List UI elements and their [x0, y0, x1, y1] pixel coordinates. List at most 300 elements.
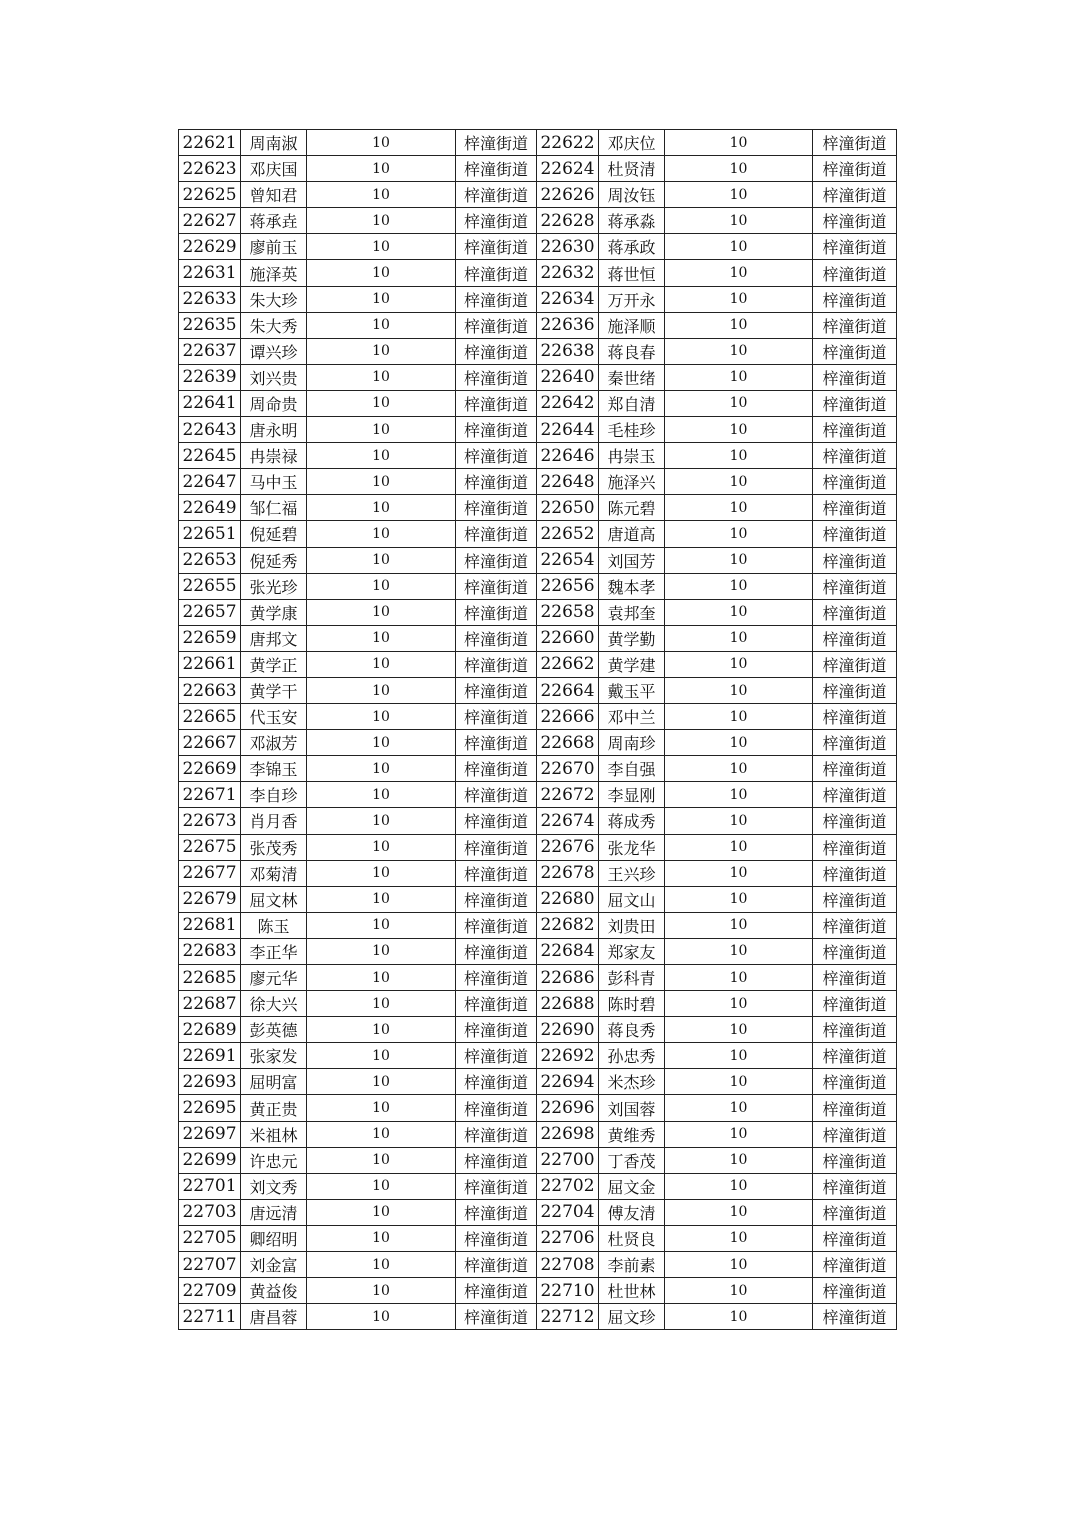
record-id-cell: 22645: [179, 443, 241, 469]
street-name-cell: 梓潼街道: [813, 965, 897, 991]
amount-cell: 10: [665, 260, 813, 286]
street-name-cell: 梓潼街道: [813, 1147, 897, 1173]
table-row: [179, 417, 897, 443]
record-id-cell: 22637: [179, 338, 241, 364]
record-id-cell: 22681: [179, 912, 241, 938]
person-name-cell: 刘国蓉: [599, 1095, 665, 1121]
person-name-cell: 蒋世恒: [599, 260, 665, 286]
record-id-cell: 22623: [179, 156, 241, 182]
table-row: [179, 1304, 897, 1330]
record-id-cell: 22628: [537, 208, 599, 234]
person-name-cell: 周南珍: [599, 730, 665, 756]
street-name-cell: 梓潼街道: [456, 1225, 537, 1251]
table-row: [179, 182, 897, 208]
street-name-cell: 梓潼街道: [456, 234, 537, 260]
person-name-cell: 彭英德: [241, 1017, 307, 1043]
person-name-cell: 施泽英: [241, 260, 307, 286]
person-name-cell: 徐大兴: [241, 991, 307, 1017]
person-name-cell: 张龙华: [599, 834, 665, 860]
person-name-cell: 邓庆位: [599, 130, 665, 156]
street-name-cell: 梓潼街道: [456, 390, 537, 416]
amount-cell: 10: [665, 573, 813, 599]
record-id-cell: 22672: [537, 782, 599, 808]
person-name-cell: 曾知君: [241, 182, 307, 208]
record-id-cell: 22633: [179, 286, 241, 312]
record-id-cell: 22648: [537, 469, 599, 495]
record-id-cell: 22688: [537, 991, 599, 1017]
amount-cell: 10: [665, 1199, 813, 1225]
street-name-cell: 梓潼街道: [456, 312, 537, 338]
amount-cell: 10: [307, 991, 456, 1017]
street-name-cell: 梓潼街道: [456, 443, 537, 469]
amount-cell: 10: [307, 599, 456, 625]
person-name-cell: 朱大秀: [241, 312, 307, 338]
table-row: [179, 991, 897, 1017]
street-name-cell: 梓潼街道: [813, 1304, 897, 1330]
street-name-cell: 梓潼街道: [456, 704, 537, 730]
person-name-cell: 蒋成秀: [599, 808, 665, 834]
person-name-cell: 万开永: [599, 286, 665, 312]
person-name-cell: 黄正贵: [241, 1095, 307, 1121]
person-name-cell: 秦世绪: [599, 364, 665, 390]
street-name-cell: 梓潼街道: [813, 625, 897, 651]
street-name-cell: 梓潼街道: [813, 1121, 897, 1147]
person-name-cell: 屈文金: [599, 1173, 665, 1199]
record-id-cell: 22624: [537, 156, 599, 182]
record-id-cell: 22638: [537, 338, 599, 364]
person-name-cell: 蒋承政: [599, 234, 665, 260]
person-name-cell: 谭兴珍: [241, 338, 307, 364]
table-row: [179, 912, 897, 938]
street-name-cell: 梓潼街道: [813, 417, 897, 443]
table-row: [179, 782, 897, 808]
street-name-cell: 梓潼街道: [456, 991, 537, 1017]
record-id-cell: 22655: [179, 573, 241, 599]
street-name-cell: 梓潼街道: [813, 886, 897, 912]
amount-cell: 10: [307, 469, 456, 495]
street-name-cell: 梓潼街道: [813, 651, 897, 677]
person-name-cell: 卿绍明: [241, 1225, 307, 1251]
amount-cell: 10: [307, 782, 456, 808]
street-name-cell: 梓潼街道: [456, 782, 537, 808]
person-name-cell: 魏本孝: [599, 573, 665, 599]
amount-cell: 10: [307, 834, 456, 860]
table-row: [179, 1147, 897, 1173]
amount-cell: 10: [665, 677, 813, 703]
record-id-cell: 22680: [537, 886, 599, 912]
street-name-cell: 梓潼街道: [456, 1121, 537, 1147]
amount-cell: 10: [307, 1225, 456, 1251]
person-name-cell: 蒋承淼: [599, 208, 665, 234]
street-name-cell: 梓潼街道: [813, 390, 897, 416]
person-name-cell: 李正华: [241, 938, 307, 964]
table-row: [179, 338, 897, 364]
person-name-cell: 邓庆国: [241, 156, 307, 182]
person-name-cell: 蒋良秀: [599, 1017, 665, 1043]
street-name-cell: 梓潼街道: [813, 547, 897, 573]
street-name-cell: 梓潼街道: [456, 886, 537, 912]
street-name-cell: 梓潼街道: [813, 182, 897, 208]
amount-cell: 10: [307, 1173, 456, 1199]
street-name-cell: 梓潼街道: [813, 599, 897, 625]
record-id-cell: 22629: [179, 234, 241, 260]
person-name-cell: 刘文秀: [241, 1173, 307, 1199]
table-row: [179, 469, 897, 495]
record-id-cell: 22650: [537, 495, 599, 521]
record-id-cell: 22682: [537, 912, 599, 938]
amount-cell: 10: [307, 886, 456, 912]
amount-cell: 10: [665, 756, 813, 782]
record-id-cell: 22675: [179, 834, 241, 860]
table-row: [179, 495, 897, 521]
table-row: [179, 1017, 897, 1043]
record-id-cell: 22671: [179, 782, 241, 808]
record-id-cell: 22700: [537, 1147, 599, 1173]
person-name-cell: 丁香茂: [599, 1147, 665, 1173]
amount-cell: 10: [665, 1095, 813, 1121]
person-name-cell: 张家发: [241, 1043, 307, 1069]
record-id-cell: 22659: [179, 625, 241, 651]
table-row: [179, 1043, 897, 1069]
street-name-cell: 梓潼街道: [813, 286, 897, 312]
amount-cell: 10: [307, 1043, 456, 1069]
amount-cell: 10: [307, 1121, 456, 1147]
table-row: [179, 704, 897, 730]
street-name-cell: 梓潼街道: [456, 495, 537, 521]
amount-cell: 10: [307, 1199, 456, 1225]
amount-cell: 10: [665, 1147, 813, 1173]
record-id-cell: 22625: [179, 182, 241, 208]
table-row: [179, 1069, 897, 1095]
street-name-cell: 梓潼街道: [813, 782, 897, 808]
record-id-cell: 22678: [537, 860, 599, 886]
person-name-cell: 倪延秀: [241, 547, 307, 573]
street-name-cell: 梓潼街道: [456, 364, 537, 390]
record-id-cell: 22683: [179, 938, 241, 964]
amount-cell: 10: [307, 573, 456, 599]
person-name-cell: 黄学勤: [599, 625, 665, 651]
person-name-cell: 孙忠秀: [599, 1043, 665, 1069]
record-id-cell: 22712: [537, 1304, 599, 1330]
street-name-cell: 梓潼街道: [456, 1278, 537, 1304]
person-name-cell: 戴玉平: [599, 677, 665, 703]
amount-cell: 10: [665, 1173, 813, 1199]
amount-cell: 10: [307, 260, 456, 286]
amount-cell: 10: [307, 965, 456, 991]
person-name-cell: 周命贵: [241, 390, 307, 416]
record-id-cell: 22636: [537, 312, 599, 338]
record-id-cell: 22661: [179, 651, 241, 677]
amount-cell: 10: [307, 938, 456, 964]
table-row: [179, 208, 897, 234]
amount-cell: 10: [665, 469, 813, 495]
person-name-cell: 杜世林: [599, 1278, 665, 1304]
amount-cell: 10: [307, 364, 456, 390]
table-row: [179, 599, 897, 625]
record-id-cell: 22662: [537, 651, 599, 677]
person-name-cell: 邓淑芳: [241, 730, 307, 756]
street-name-cell: 梓潼街道: [813, 208, 897, 234]
street-name-cell: 梓潼街道: [813, 860, 897, 886]
amount-cell: 10: [665, 1069, 813, 1095]
amount-cell: 10: [307, 547, 456, 573]
person-name-cell: 李前素: [599, 1252, 665, 1278]
amount-cell: 10: [307, 1069, 456, 1095]
record-id-cell: 22640: [537, 364, 599, 390]
person-name-cell: 周汝钰: [599, 182, 665, 208]
table-row: [179, 1225, 897, 1251]
record-id-cell: 22705: [179, 1225, 241, 1251]
table-row: [179, 1252, 897, 1278]
amount-cell: 10: [307, 808, 456, 834]
person-name-cell: 刘兴贵: [241, 364, 307, 390]
amount-cell: 10: [665, 599, 813, 625]
record-id-cell: 22626: [537, 182, 599, 208]
record-id-cell: 22694: [537, 1069, 599, 1095]
record-id-cell: 22696: [537, 1095, 599, 1121]
record-id-cell: 22689: [179, 1017, 241, 1043]
amount-cell: 10: [665, 390, 813, 416]
street-name-cell: 梓潼街道: [813, 1252, 897, 1278]
record-id-cell: 22670: [537, 756, 599, 782]
person-name-cell: 李自强: [599, 756, 665, 782]
amount-cell: 10: [665, 938, 813, 964]
record-id-cell: 22654: [537, 547, 599, 573]
amount-cell: 10: [307, 521, 456, 547]
street-name-cell: 梓潼街道: [813, 443, 897, 469]
street-name-cell: 梓潼街道: [813, 991, 897, 1017]
street-name-cell: 梓潼街道: [456, 965, 537, 991]
record-id-cell: 22622: [537, 130, 599, 156]
table-row: [179, 965, 897, 991]
street-name-cell: 梓潼街道: [456, 417, 537, 443]
person-name-cell: 邓菊清: [241, 860, 307, 886]
street-name-cell: 梓潼街道: [813, 912, 897, 938]
person-name-cell: 倪延碧: [241, 521, 307, 547]
street-name-cell: 梓潼街道: [813, 1069, 897, 1095]
amount-cell: 10: [307, 338, 456, 364]
table-row: [179, 156, 897, 182]
person-name-cell: 唐邦文: [241, 625, 307, 651]
records-table: [178, 129, 897, 1330]
street-name-cell: 梓潼街道: [813, 1225, 897, 1251]
amount-cell: 10: [307, 1304, 456, 1330]
amount-cell: 10: [665, 443, 813, 469]
table-row: [179, 1121, 897, 1147]
record-id-cell: 22649: [179, 495, 241, 521]
record-id-cell: 22652: [537, 521, 599, 547]
street-name-cell: 梓潼街道: [813, 338, 897, 364]
street-name-cell: 梓潼街道: [456, 1069, 537, 1095]
amount-cell: 10: [665, 860, 813, 886]
person-name-cell: 肖月香: [241, 808, 307, 834]
street-name-cell: 梓潼街道: [813, 756, 897, 782]
amount-cell: 10: [307, 312, 456, 338]
person-name-cell: 屈明富: [241, 1069, 307, 1095]
amount-cell: 10: [665, 1252, 813, 1278]
street-name-cell: 梓潼街道: [456, 521, 537, 547]
amount-cell: 10: [665, 521, 813, 547]
street-name-cell: 梓潼街道: [456, 260, 537, 286]
record-id-cell: 22673: [179, 808, 241, 834]
record-id-cell: 22634: [537, 286, 599, 312]
person-name-cell: 马中玉: [241, 469, 307, 495]
table-row: [179, 547, 897, 573]
record-id-cell: 22706: [537, 1225, 599, 1251]
table-row: [179, 860, 897, 886]
table-row: [179, 521, 897, 547]
table-row: [179, 834, 897, 860]
street-name-cell: 梓潼街道: [813, 469, 897, 495]
amount-cell: 10: [307, 651, 456, 677]
street-name-cell: 梓潼街道: [813, 730, 897, 756]
record-id-cell: 22667: [179, 730, 241, 756]
record-id-cell: 22658: [537, 599, 599, 625]
record-id-cell: 22631: [179, 260, 241, 286]
table-row: [179, 573, 897, 599]
record-id-cell: 22710: [537, 1278, 599, 1304]
amount-cell: 10: [665, 808, 813, 834]
record-id-cell: 22684: [537, 938, 599, 964]
person-name-cell: 施泽顺: [599, 312, 665, 338]
record-id-cell: 22646: [537, 443, 599, 469]
street-name-cell: 梓潼街道: [456, 599, 537, 625]
table-row: [179, 756, 897, 782]
person-name-cell: 米杰珍: [599, 1069, 665, 1095]
amount-cell: 10: [665, 965, 813, 991]
amount-cell: 10: [307, 756, 456, 782]
record-id-cell: 22699: [179, 1147, 241, 1173]
amount-cell: 10: [665, 1017, 813, 1043]
record-id-cell: 22665: [179, 704, 241, 730]
record-id-cell: 22663: [179, 677, 241, 703]
record-id-cell: 22656: [537, 573, 599, 599]
street-name-cell: 梓潼街道: [456, 1173, 537, 1199]
record-id-cell: 22657: [179, 599, 241, 625]
street-name-cell: 梓潼街道: [456, 730, 537, 756]
table-row: [179, 1173, 897, 1199]
record-id-cell: 22695: [179, 1095, 241, 1121]
table-row: [179, 677, 897, 703]
street-name-cell: 梓潼街道: [456, 834, 537, 860]
person-name-cell: 唐昌蓉: [241, 1304, 307, 1330]
record-id-cell: 22686: [537, 965, 599, 991]
amount-cell: 10: [307, 677, 456, 703]
amount-cell: 10: [665, 182, 813, 208]
person-name-cell: 冉崇玉: [599, 443, 665, 469]
amount-cell: 10: [307, 182, 456, 208]
person-name-cell: 陈元碧: [599, 495, 665, 521]
person-name-cell: 黄维秀: [599, 1121, 665, 1147]
street-name-cell: 梓潼街道: [813, 1095, 897, 1121]
record-id-cell: 22632: [537, 260, 599, 286]
amount-cell: 10: [307, 286, 456, 312]
record-id-cell: 22676: [537, 834, 599, 860]
person-name-cell: 蒋承垚: [241, 208, 307, 234]
street-name-cell: 梓潼街道: [813, 1017, 897, 1043]
street-name-cell: 梓潼街道: [456, 573, 537, 599]
record-id-cell: 22674: [537, 808, 599, 834]
street-name-cell: 梓潼街道: [456, 1304, 537, 1330]
table-row: [179, 260, 897, 286]
table-row: [179, 651, 897, 677]
amount-cell: 10: [307, 730, 456, 756]
street-name-cell: 梓潼街道: [456, 1095, 537, 1121]
amount-cell: 10: [307, 234, 456, 260]
record-id-cell: 22703: [179, 1199, 241, 1225]
record-id-cell: 22669: [179, 756, 241, 782]
table-row: [179, 938, 897, 964]
amount-cell: 10: [665, 1304, 813, 1330]
street-name-cell: 梓潼街道: [456, 547, 537, 573]
person-name-cell: 屈文山: [599, 886, 665, 912]
street-name-cell: 梓潼街道: [813, 677, 897, 703]
person-name-cell: 唐远清: [241, 1199, 307, 1225]
street-name-cell: 梓潼街道: [813, 834, 897, 860]
street-name-cell: 梓潼街道: [456, 469, 537, 495]
amount-cell: 10: [665, 338, 813, 364]
amount-cell: 10: [307, 1278, 456, 1304]
person-name-cell: 刘金富: [241, 1252, 307, 1278]
street-name-cell: 梓潼街道: [456, 208, 537, 234]
street-name-cell: 梓潼街道: [456, 1252, 537, 1278]
record-id-cell: 22709: [179, 1278, 241, 1304]
amount-cell: 10: [665, 286, 813, 312]
amount-cell: 10: [665, 312, 813, 338]
amount-cell: 10: [307, 495, 456, 521]
record-id-cell: 22653: [179, 547, 241, 573]
amount-cell: 10: [665, 651, 813, 677]
person-name-cell: 邓中兰: [599, 704, 665, 730]
record-id-cell: 22660: [537, 625, 599, 651]
amount-cell: 10: [665, 782, 813, 808]
amount-cell: 10: [665, 886, 813, 912]
amount-cell: 10: [665, 130, 813, 156]
amount-cell: 10: [665, 834, 813, 860]
street-name-cell: 梓潼街道: [456, 677, 537, 703]
street-name-cell: 梓潼街道: [813, 808, 897, 834]
person-name-cell: 米祖林: [241, 1121, 307, 1147]
record-id-cell: 22707: [179, 1252, 241, 1278]
street-name-cell: 梓潼街道: [456, 651, 537, 677]
street-name-cell: 梓潼街道: [813, 573, 897, 599]
table-row: [179, 286, 897, 312]
street-name-cell: 梓潼街道: [456, 938, 537, 964]
record-id-cell: 22642: [537, 390, 599, 416]
street-name-cell: 梓潼街道: [456, 286, 537, 312]
amount-cell: 10: [307, 860, 456, 886]
street-name-cell: 梓潼街道: [813, 1173, 897, 1199]
amount-cell: 10: [307, 208, 456, 234]
person-name-cell: 朱大珍: [241, 286, 307, 312]
record-id-cell: 22690: [537, 1017, 599, 1043]
amount-cell: 10: [307, 1095, 456, 1121]
record-id-cell: 22698: [537, 1121, 599, 1147]
street-name-cell: 梓潼街道: [813, 312, 897, 338]
table-row: [179, 1199, 897, 1225]
person-name-cell: 许忠元: [241, 1147, 307, 1173]
record-id-cell: 22677: [179, 860, 241, 886]
record-id-cell: 22621: [179, 130, 241, 156]
street-name-cell: 梓潼街道: [813, 260, 897, 286]
person-name-cell: 唐永明: [241, 417, 307, 443]
street-name-cell: 梓潼街道: [813, 704, 897, 730]
street-name-cell: 梓潼街道: [456, 156, 537, 182]
person-name-cell: 刘国芳: [599, 547, 665, 573]
record-id-cell: 22630: [537, 234, 599, 260]
person-name-cell: 郑自清: [599, 390, 665, 416]
street-name-cell: 梓潼街道: [456, 860, 537, 886]
